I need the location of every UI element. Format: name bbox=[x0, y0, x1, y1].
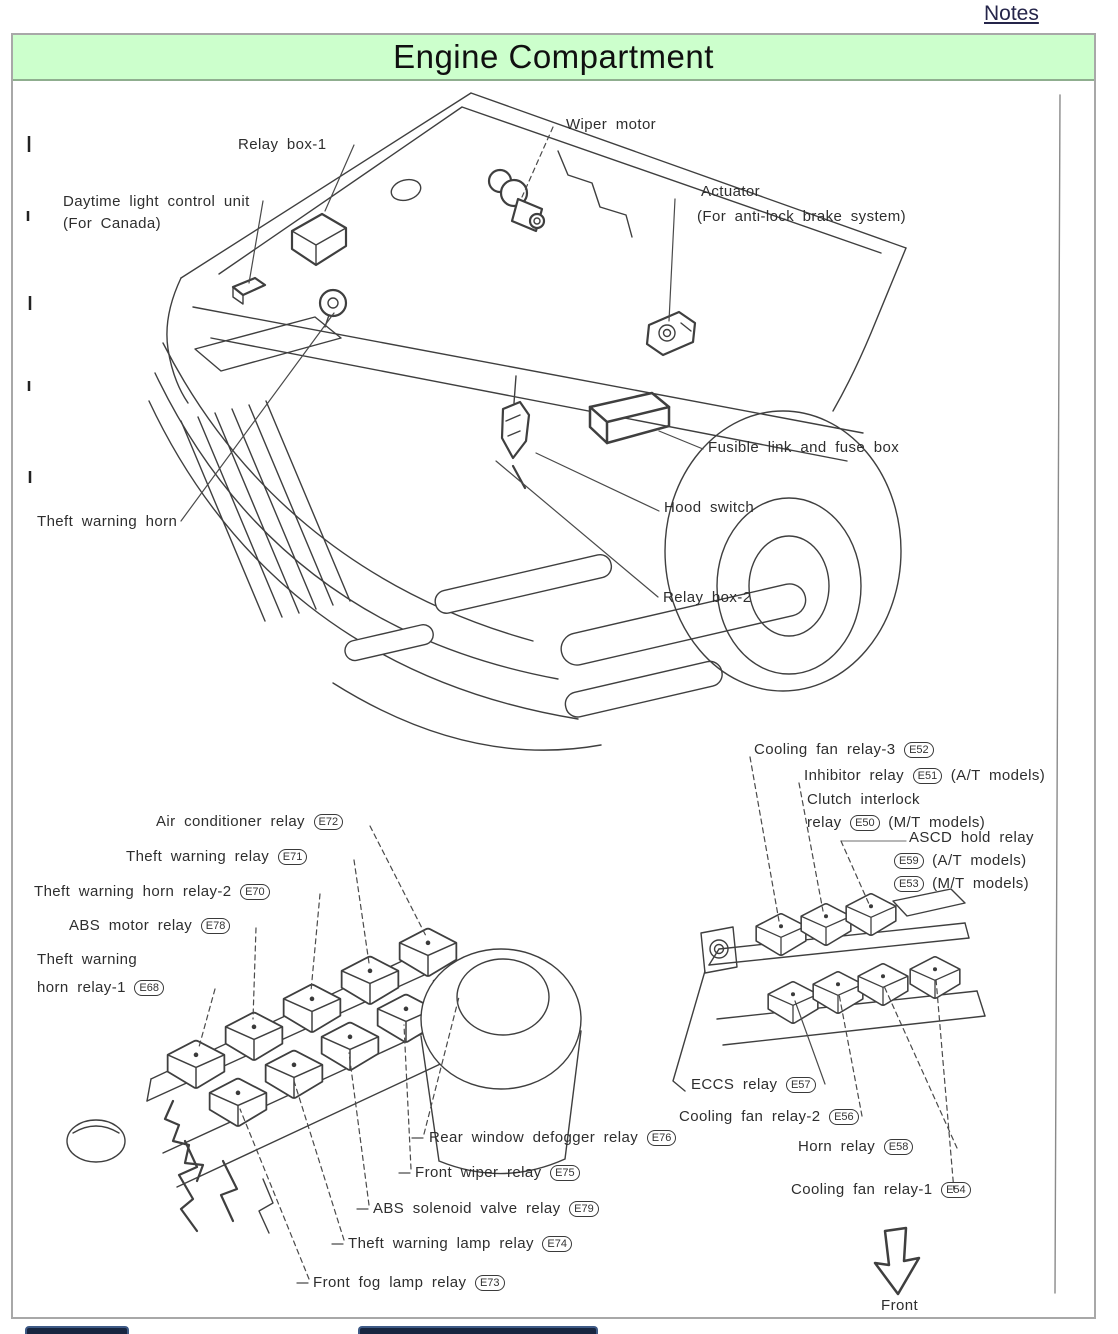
label-abs-motor-relay bbox=[69, 917, 230, 935]
relay-box-engine-drawing bbox=[673, 889, 985, 1091]
connector-code: E72 bbox=[314, 814, 344, 830]
connector-code: E79 bbox=[569, 1201, 599, 1217]
label-text: (For Canada) bbox=[63, 215, 162, 232]
label-text: Daytime light control unit bbox=[63, 193, 250, 210]
label-ascd-hold-relay-at bbox=[894, 852, 1027, 870]
connector-code: E50 bbox=[850, 815, 880, 831]
label-eccs-relay bbox=[691, 1076, 816, 1094]
label-theft-warning-horn-relay-1 bbox=[37, 979, 164, 997]
label-relay-box-2 bbox=[663, 589, 751, 607]
connector-code: E70 bbox=[240, 884, 270, 900]
label-abs-solenoid-valve-relay bbox=[373, 1200, 599, 1218]
connector-code: E54 bbox=[941, 1182, 971, 1198]
label-rear-window-defogger-relay bbox=[429, 1129, 676, 1147]
bottom-nav-button-2[interactable] bbox=[358, 1326, 598, 1334]
label-suffix: (M/T models) bbox=[888, 814, 986, 831]
label-text: Front bbox=[881, 1297, 919, 1314]
label-text: Front wiper relay bbox=[415, 1164, 542, 1181]
connector-code: E71 bbox=[278, 849, 308, 865]
label-text: Theft warning bbox=[37, 951, 138, 968]
label-front-wiper-relay bbox=[415, 1164, 580, 1182]
connector-code: E53 bbox=[894, 876, 924, 892]
label-text: Theft warning lamp relay bbox=[348, 1235, 534, 1252]
label-text: (For anti-lock brake system) bbox=[697, 208, 907, 225]
connector-code: E74 bbox=[542, 1236, 572, 1252]
label-text: Cooling fan relay-1 bbox=[791, 1181, 933, 1198]
notes-link[interactable]: Notes bbox=[984, 2, 1039, 25]
label-text: Cooling fan relay-2 bbox=[679, 1108, 821, 1125]
connector-code: E58 bbox=[884, 1139, 914, 1155]
misc-left-parts bbox=[67, 1120, 125, 1162]
label-ascd-hold-relay bbox=[909, 829, 1034, 847]
figure-edge-line bbox=[1055, 95, 1060, 1293]
label-wiper-motor bbox=[566, 116, 656, 134]
label-actuator-line2 bbox=[697, 208, 906, 226]
wiper-motor-drawing bbox=[489, 170, 544, 231]
label-text: Air conditioner relay bbox=[156, 813, 305, 830]
label-text: ABS motor relay bbox=[69, 917, 193, 934]
label-text: Actuator bbox=[701, 183, 761, 200]
label-text: Relay box-2 bbox=[663, 589, 752, 606]
connector-code: E56 bbox=[829, 1109, 859, 1125]
bottom-nav-button-1[interactable] bbox=[25, 1326, 129, 1334]
connector-code: E52 bbox=[904, 742, 934, 758]
connector-code: E73 bbox=[475, 1275, 505, 1291]
label-text: Theft warning relay bbox=[126, 848, 270, 865]
label-cooling-fan-relay-3 bbox=[754, 741, 934, 759]
connector-code: E57 bbox=[786, 1077, 816, 1093]
engine-compartment-diagram bbox=[13, 81, 1094, 1313]
label-text: Fusible link and fuse box bbox=[708, 439, 900, 456]
figure-header bbox=[13, 35, 1094, 81]
label-fusible-link bbox=[708, 439, 899, 457]
label-clutch-interlock-line1 bbox=[807, 791, 920, 809]
page-title: Engine Compartment bbox=[393, 38, 714, 75]
label-suffix: (A/T models) bbox=[932, 852, 1027, 869]
label-actuator-line1 bbox=[701, 183, 760, 201]
label-theft-warning-horn-relay-1-line1 bbox=[37, 951, 137, 969]
label-text: ASCD hold relay bbox=[909, 829, 1034, 846]
connector-code: E75 bbox=[550, 1165, 580, 1181]
connector-code: E76 bbox=[647, 1130, 677, 1146]
relay-box-1-drawing bbox=[292, 214, 346, 265]
label-suffix: (M/T models) bbox=[932, 875, 1030, 892]
label-text: Relay box-1 bbox=[238, 136, 327, 153]
label-text: ABS solenoid valve relay bbox=[373, 1200, 561, 1217]
label-text: Front fog lamp relay bbox=[313, 1274, 467, 1291]
label-hood-switch bbox=[664, 499, 754, 517]
fusible-link-fuse-box-drawing bbox=[590, 393, 669, 443]
label-text: Clutch interlock bbox=[807, 791, 920, 808]
connector-code: E78 bbox=[201, 918, 231, 934]
label-text: Wiper motor bbox=[566, 116, 657, 133]
label-horn-relay bbox=[798, 1138, 913, 1156]
hood-switch-drawing bbox=[502, 376, 529, 488]
connector-code: E51 bbox=[913, 768, 943, 784]
label-inhibitor-relay bbox=[804, 767, 1045, 785]
label-cooling-fan-relay-1 bbox=[791, 1181, 971, 1199]
label-theft-warning-horn-relay-2 bbox=[34, 883, 270, 901]
label-relay-box-1 bbox=[238, 136, 326, 154]
label-front-marker bbox=[881, 1297, 918, 1315]
label-text: Theft warning horn relay-2 bbox=[34, 883, 232, 900]
front-arrow-icon bbox=[875, 1228, 919, 1294]
label-air-conditioner-relay bbox=[156, 813, 343, 831]
abs-actuator-drawing bbox=[647, 312, 695, 355]
label-text: Cooling fan relay-3 bbox=[754, 741, 896, 758]
label-text: Rear window defogger relay bbox=[429, 1129, 639, 1146]
connector-code: E68 bbox=[134, 980, 164, 996]
label-daytime-light-line1 bbox=[63, 193, 250, 211]
label-text: Hood switch bbox=[664, 499, 755, 516]
label-text: relay bbox=[807, 814, 842, 831]
label-text: Inhibitor relay bbox=[804, 767, 905, 784]
label-theft-warning-relay bbox=[126, 848, 307, 866]
figure-panel bbox=[11, 33, 1096, 1319]
connector-code: E59 bbox=[894, 853, 924, 869]
label-ascd-hold-relay-mt bbox=[894, 875, 1029, 893]
label-text: Horn relay bbox=[798, 1138, 876, 1155]
theft-warning-horn-drawing bbox=[320, 290, 346, 327]
label-text: horn relay-1 bbox=[37, 979, 126, 996]
label-theft-warning-lamp-relay bbox=[348, 1235, 572, 1253]
label-text: ECCS relay bbox=[691, 1076, 778, 1093]
label-cooling-fan-relay-2 bbox=[679, 1108, 859, 1126]
label-suffix: (A/T models) bbox=[950, 767, 1046, 784]
label-daytime-light-line2 bbox=[63, 215, 161, 233]
label-text: Theft warning horn bbox=[37, 513, 178, 530]
label-theft-warning-horn bbox=[37, 513, 177, 531]
scan-artifacts bbox=[28, 136, 30, 483]
label-front-fog-lamp-relay bbox=[313, 1274, 505, 1292]
